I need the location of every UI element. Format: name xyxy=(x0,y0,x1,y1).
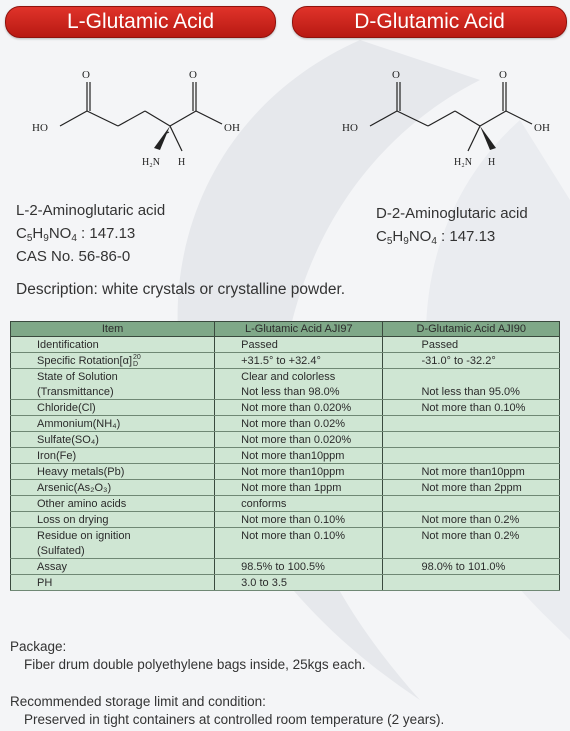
row-l-value: conforms xyxy=(215,496,383,512)
header-l-glutamic: L-Glutamic Acid AJI97 xyxy=(215,322,383,337)
table-row xyxy=(11,384,560,400)
row-item: Iron(Fe) xyxy=(11,448,215,464)
row-d-value xyxy=(383,416,560,432)
row-d-value xyxy=(383,496,560,512)
l-chemical-name: L-2-Aminoglutaric acid xyxy=(16,202,166,219)
l-info-block xyxy=(16,199,165,268)
l-glutamic-banner: L-Glutamic Acid xyxy=(5,6,276,38)
d-ho-label: HO xyxy=(342,122,358,134)
row-d-value: Not more than 0.2% xyxy=(383,528,560,544)
header-item: Item xyxy=(11,322,215,337)
row-l-value: Not more than 0.020% xyxy=(215,432,383,448)
specification-table xyxy=(10,321,560,591)
d-oh-label: OH xyxy=(534,122,550,134)
table-row xyxy=(11,543,560,559)
table-header-row xyxy=(11,322,560,337)
row-d-value xyxy=(383,543,560,559)
d-formula: $C_5H_9NO_4$ : 147.13 xyxy=(376,228,496,247)
storage-body: Preserved in tight containers at controlled room temperature (2 years). xyxy=(24,712,445,727)
l-cas-number: CAS No. 56-86-0 xyxy=(16,248,131,265)
row-l-value: Clear and colorless xyxy=(215,369,383,385)
l-oxygen-1: O xyxy=(82,69,90,81)
table-row xyxy=(11,496,560,512)
l-h2n-label: H₂N xyxy=(142,157,160,168)
table-row xyxy=(11,512,560,528)
row-d-value xyxy=(383,575,560,591)
row-item: Ammonium(NH₄) xyxy=(11,416,215,432)
row-item: Chloride(Cl) xyxy=(11,400,215,416)
row-l-value: Not more than 0.02% xyxy=(215,416,383,432)
table-row xyxy=(11,464,560,480)
table-row xyxy=(11,337,560,353)
l-ho-label: HO xyxy=(32,122,48,134)
d-oxygen-1: O xyxy=(392,69,400,81)
storage-section xyxy=(10,694,444,727)
row-item: State of Solution xyxy=(11,369,215,385)
row-l-value: Not less than 98.0% xyxy=(215,384,383,400)
package-body: Fiber drum double polyethylene bags inside, 25kgs each. xyxy=(24,657,366,672)
d-oxygen-2: O xyxy=(499,69,507,81)
row-item: Other amino acids xyxy=(11,496,215,512)
d-info-block xyxy=(376,202,528,248)
row-l-value: Not more than 0.020% xyxy=(215,400,383,416)
row-d-value: Not less than 95.0% xyxy=(383,384,560,400)
storage-heading: Recommended storage limit and condition: xyxy=(10,694,266,709)
d-glutamic-banner: D-Glutamic Acid xyxy=(292,6,567,38)
row-d-value: Not more than10ppm xyxy=(383,464,560,480)
row-item: Specific Rotation[α] 20 D xyxy=(11,353,215,369)
table-row xyxy=(11,480,560,496)
d-chemical-name: D-2-Aminoglutaric acid xyxy=(376,205,528,222)
l-glutamic-structure xyxy=(30,66,260,176)
d-h2n-label: H₂N xyxy=(454,157,472,168)
table-row xyxy=(11,400,560,416)
table-row xyxy=(11,528,560,544)
row-d-value: Not more than 0.2% xyxy=(383,512,560,528)
package-heading: Package: xyxy=(10,639,67,654)
row-d-value xyxy=(383,448,560,464)
row-d-value: 98.0% to 101.0% xyxy=(383,559,560,575)
row-l-value: Not more than 0.10% xyxy=(215,512,383,528)
row-item: (Transmittance) xyxy=(11,384,215,400)
table-row xyxy=(11,353,560,369)
row-d-value: Not more than 0.10% xyxy=(383,400,560,416)
row-d-value: -31.0° to -32.2° xyxy=(383,353,560,369)
package-section xyxy=(10,639,365,672)
table-row xyxy=(11,369,560,385)
l-oh-label: OH xyxy=(224,122,240,134)
l-formula: $C_5H_9NO_4$ : 147.13 xyxy=(16,225,136,244)
row-l-value: +31.5° to +32.4° xyxy=(215,353,383,369)
row-item: Arsenic(As₂O₃) xyxy=(11,480,215,496)
row-l-value: Not more than 1ppm xyxy=(215,480,383,496)
row-l-value xyxy=(215,543,383,559)
row-item: Assay xyxy=(11,559,215,575)
row-d-value: Passed xyxy=(383,337,560,353)
row-l-value: Not more than10ppm xyxy=(215,448,383,464)
row-item: PH xyxy=(11,575,215,591)
row-l-value: 3.0 to 3.5 xyxy=(215,575,383,591)
l-oxygen-2: O xyxy=(189,69,197,81)
row-d-value xyxy=(383,369,560,385)
d-glutamic-structure xyxy=(340,66,570,176)
row-l-value: 98.5% to 100.5% xyxy=(215,559,383,575)
row-item: Heavy metals(Pb) xyxy=(11,464,215,480)
row-l-value: Not more than10ppm xyxy=(215,464,383,480)
row-l-value: Passed xyxy=(215,337,383,353)
row-item: Identification xyxy=(11,337,215,353)
row-item: (Sulfated) xyxy=(11,543,215,559)
header-d-glutamic: D-Glutamic Acid AJI90 xyxy=(383,322,560,337)
table-row xyxy=(11,559,560,575)
table-row xyxy=(11,575,560,591)
row-d-value: Not more than 2ppm xyxy=(383,480,560,496)
row-item: Sulfate(SO₄) xyxy=(11,432,215,448)
d-h-label: H xyxy=(488,157,496,168)
row-d-value xyxy=(383,432,560,448)
l-h-label: H xyxy=(178,157,186,168)
row-item: Loss on drying xyxy=(11,512,215,528)
table-row xyxy=(11,448,560,464)
row-l-value: Not more than 0.10% xyxy=(215,528,383,544)
table-row xyxy=(11,416,560,432)
row-item: Residue on ignition xyxy=(11,528,215,544)
table-row xyxy=(11,432,560,448)
description-text: Description: white crystals or crystalline powder. xyxy=(16,281,346,298)
